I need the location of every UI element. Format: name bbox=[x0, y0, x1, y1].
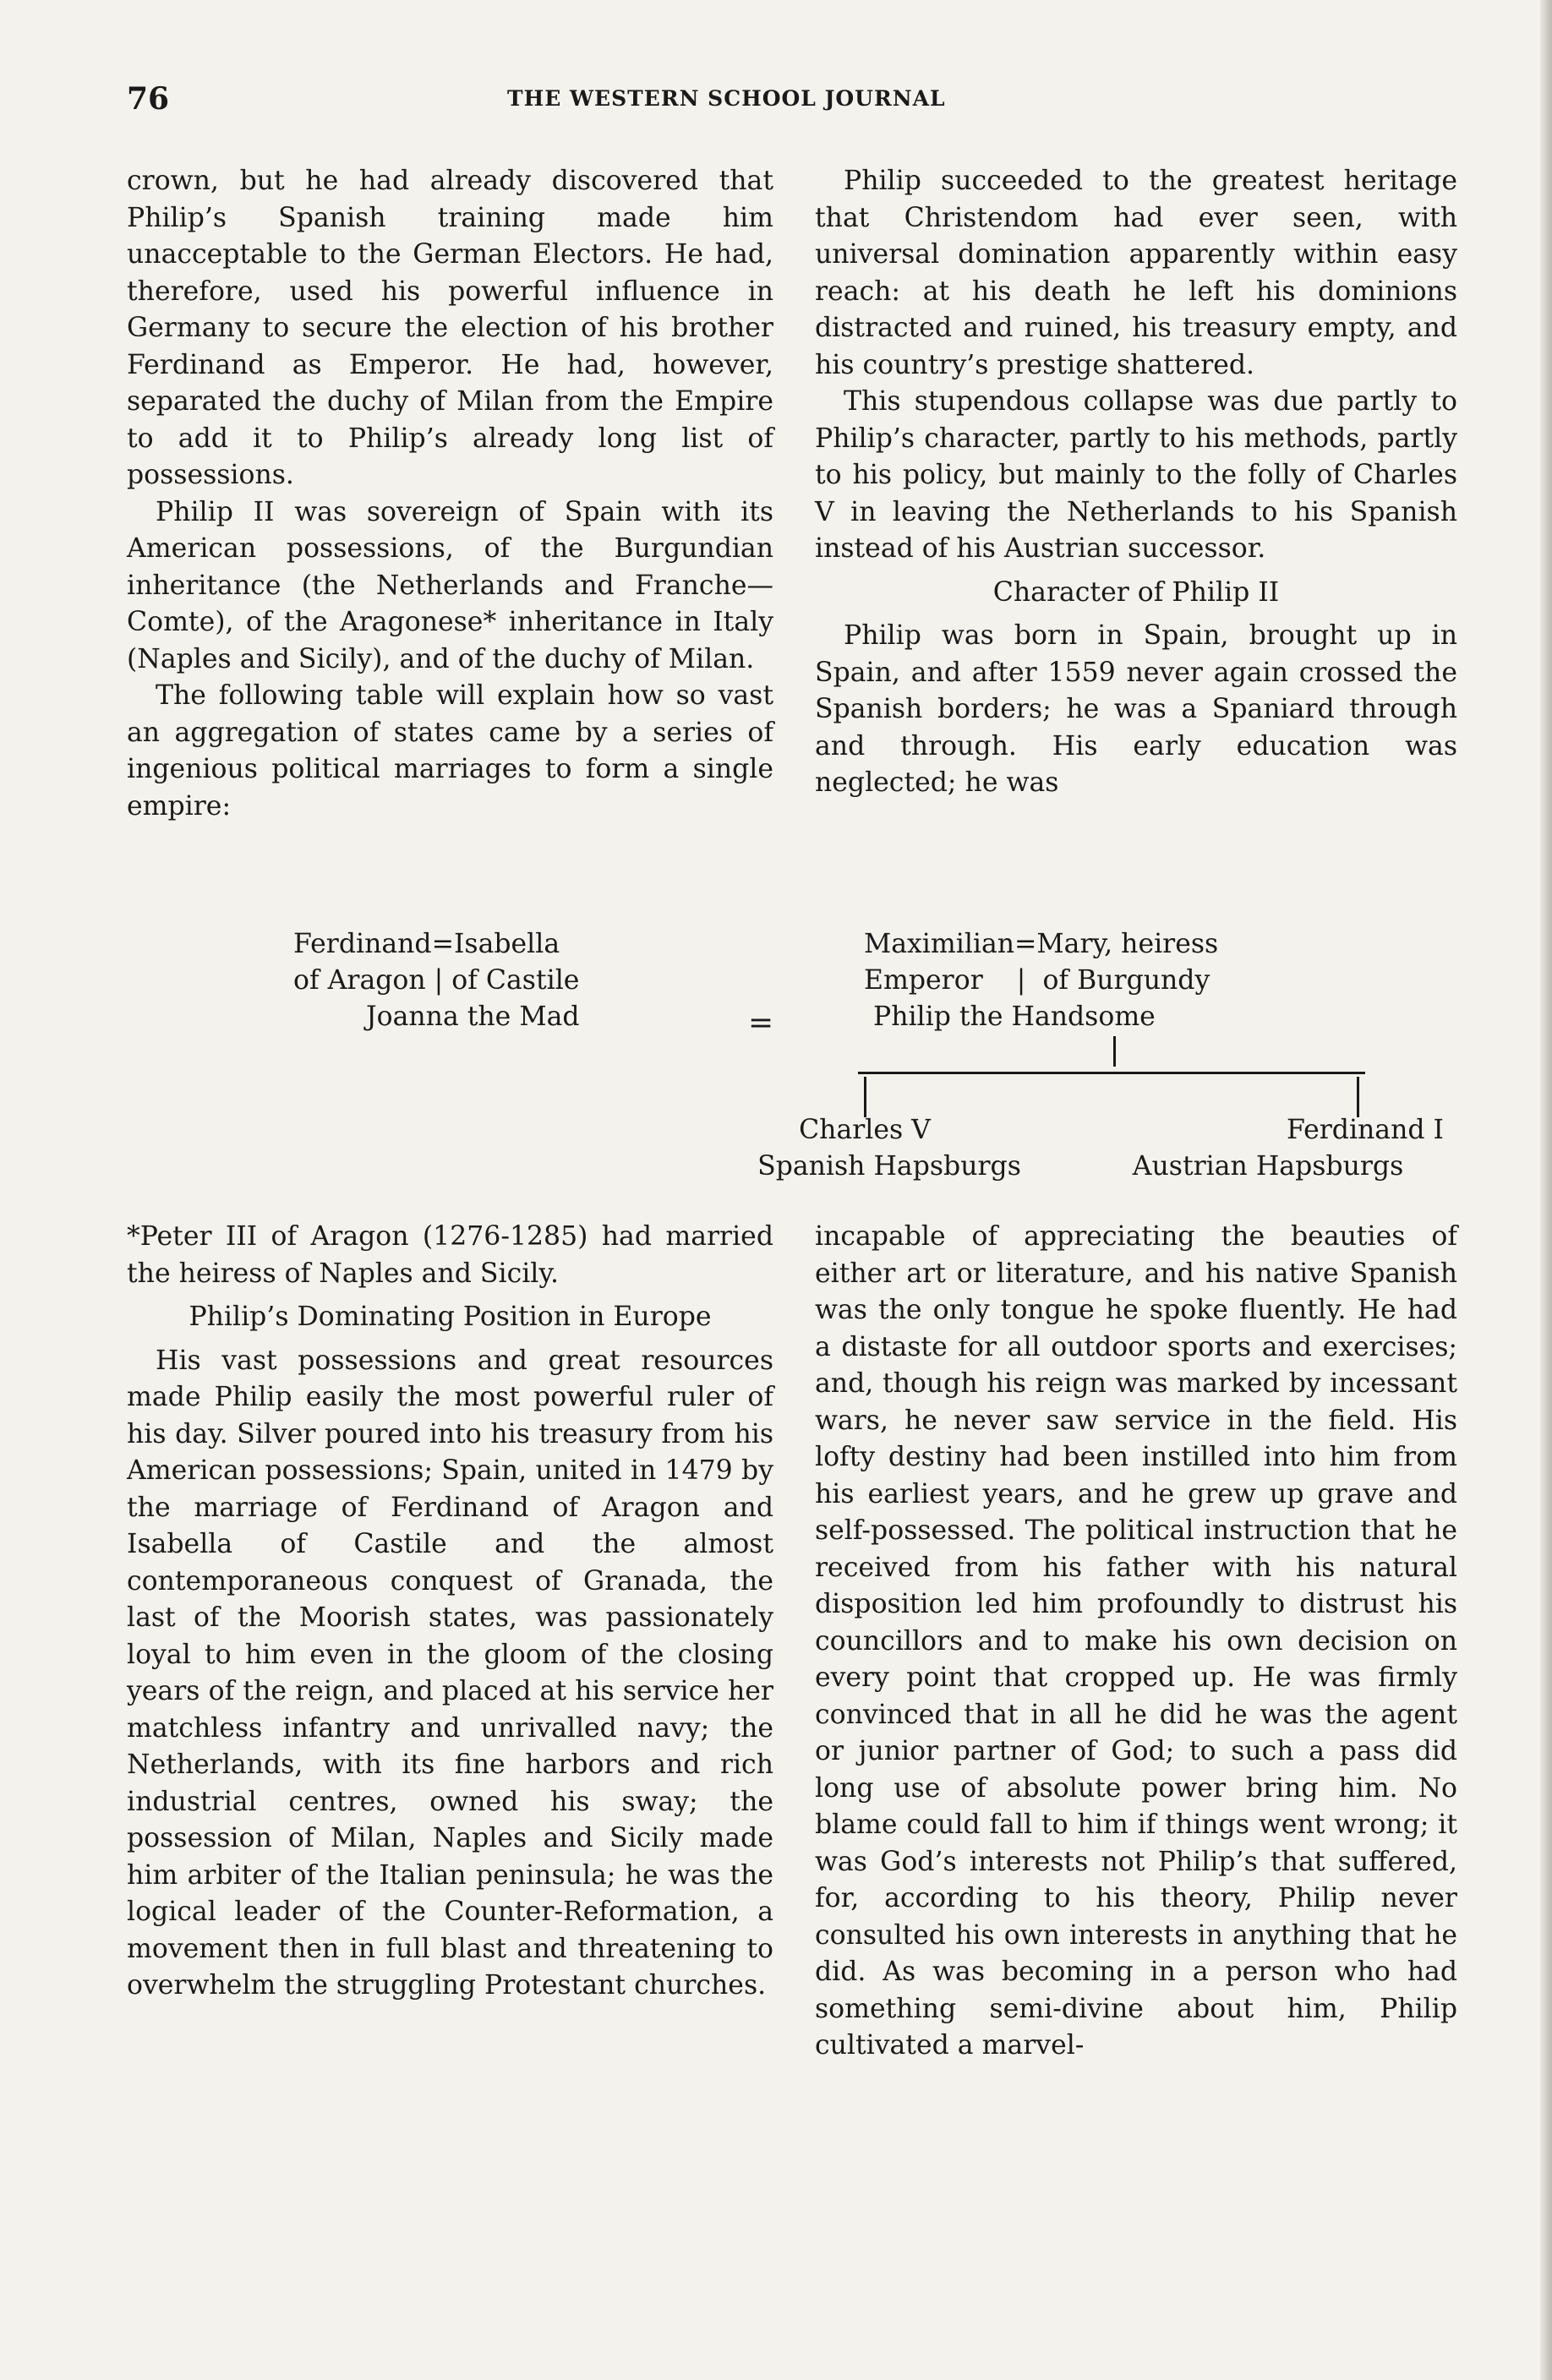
left-column-bottom bbox=[127, 1219, 773, 2005]
paragraph: The following table will explain how so vast an aggregation of states came by a series of ingenious political marriages to form a single empire: bbox=[127, 680, 773, 822]
child-austrian-hapsburgs: Austrian Hapsburgs bbox=[1132, 1151, 1404, 1182]
paragraph: This stupendous collapse was due partly to Philip’s character, partly to his methods, partly to his policy, but mainly to the folly of Charles V in leaving the Netherlands to his Spanish instead of his Austrian successor. bbox=[815, 386, 1457, 564]
genealogy-right-line3: Philip the Handsome bbox=[873, 1002, 1156, 1032]
tree-drop-right bbox=[1357, 1077, 1359, 1117]
child-spanish-hapsburgs: Spanish Hapsburgs bbox=[757, 1151, 1021, 1182]
section-heading: Character of Philip II bbox=[992, 576, 1280, 608]
page-number: 76 bbox=[127, 81, 170, 117]
genealogy-right-line1: Maximilian=Mary, heiress bbox=[864, 929, 1219, 959]
paragraph: Philip II was sovereign of Spain with its American possessions, of the Burgundian inheritance (the Netherlands and Franche—Comte), of the Aragonese* inheritance in Italy (Naples and Sicily), and of the duchy of Milan. bbox=[127, 496, 773, 674]
genealogy-left-line1: Ferdinand=Isabella bbox=[293, 929, 560, 959]
tree-bar bbox=[858, 1072, 1365, 1074]
section-heading: Philip’s Dominating Position in Europe bbox=[189, 1302, 712, 1332]
paragraph: crown, but he had already discovered that Philip’s Spanish training made him unacceptable to the German Electors. He had, therefore, used his powerful influence in Germany to secure the election of his brother Ferdinand as Emperor. He had, however, separated the duchy of Milan from the Empire to add it to Philip’s already long list of possessions. bbox=[127, 166, 773, 490]
right-column-bottom bbox=[815, 1219, 1457, 2065]
tree-stem bbox=[1113, 1036, 1116, 1067]
child-charles-v: Charles V bbox=[799, 1115, 931, 1145]
paragraph: incapable of appreciating the beauties of either art or literature, and his native Spanish was the only tongue he spoke fluently. He had a distaste for all outdoor sports and exercises; and, though his reign was marked by incessant wars, he never saw service in the field. His lofty destiny had been instilled into him from his earliest years, and he grew up grave and self-possessed. The political instruction that he received from his father with his natural disposition led him profoundly to distrust his councillors and to make his own decision on every point that cropped up. He was firmly convinced that in all he did he was the agent or junior partner of God; to such a pass did long use of absolute power bring him. No blame could fall to him if things went wrong; it was God’s interests not Philip’s that suffered, for, according to his theory, Philip never consulted his own interests in anything that he did. As was becoming in a person who had something semi-divine about him, Philip cultivated a marvel- bbox=[815, 1221, 1457, 2061]
paragraph: Philip was born in Spain, brought up in Spain, and after 1559 never again crossed the Spanish borders; he was a Spaniard through and through. His early education was neglected; he was bbox=[815, 620, 1457, 798]
left-column-top bbox=[127, 163, 773, 825]
genealogy-left-line3: Joanna the Mad bbox=[366, 1002, 580, 1032]
paragraph: Philip succeeded to the greatest heritage that Christendom had ever seen, with universal domination apparently within easy reach: at his death he left his dominions distracted and ruined, his treasury empty, and his country’s prestige shattered. bbox=[815, 166, 1457, 380]
footnote: *Peter III of Aragon (1276-1285) had married the heiress of Naples and Sicily. bbox=[127, 1221, 773, 1289]
tree-drop-left bbox=[864, 1077, 866, 1117]
genealogy-right-line2: Emperor | of Burgundy bbox=[864, 965, 1210, 996]
genealogy-marriage-sign: = bbox=[748, 1006, 774, 1040]
paragraph: His vast possessions and great resources made Philip easily the most powerful ruler of his day. Silver poured into his treasury from his American possessions; Spain, united in 1479 by the marriage of Ferdinand of Aragon and Isabella of Castile and the almost contemporaneous conquest of Granada, the last of the Moorish states, was passionately loyal to him even in the gloom of the closing years of the reign, and placed at his service her matchless infantry and unrivalled navy; the Netherlands, with its fine harbors and rich industrial centres, owned his sway; the possession of Milan, Naples and Sicily made him arbiter of the Italian peninsula; he was the logical leader of the Counter-Reformation, a movement then in full blast and threatening to overwhelm the struggling Protestant churches. bbox=[127, 1345, 773, 2001]
right-column-top bbox=[815, 163, 1457, 802]
page-edge-shadow bbox=[1540, 0, 1552, 2380]
running-head: THE WESTERN SCHOOL JOURNAL bbox=[507, 86, 946, 111]
genealogy-left-line2: of Aragon | of Castile bbox=[293, 965, 580, 996]
child-ferdinand-i: Ferdinand I bbox=[1286, 1115, 1444, 1145]
